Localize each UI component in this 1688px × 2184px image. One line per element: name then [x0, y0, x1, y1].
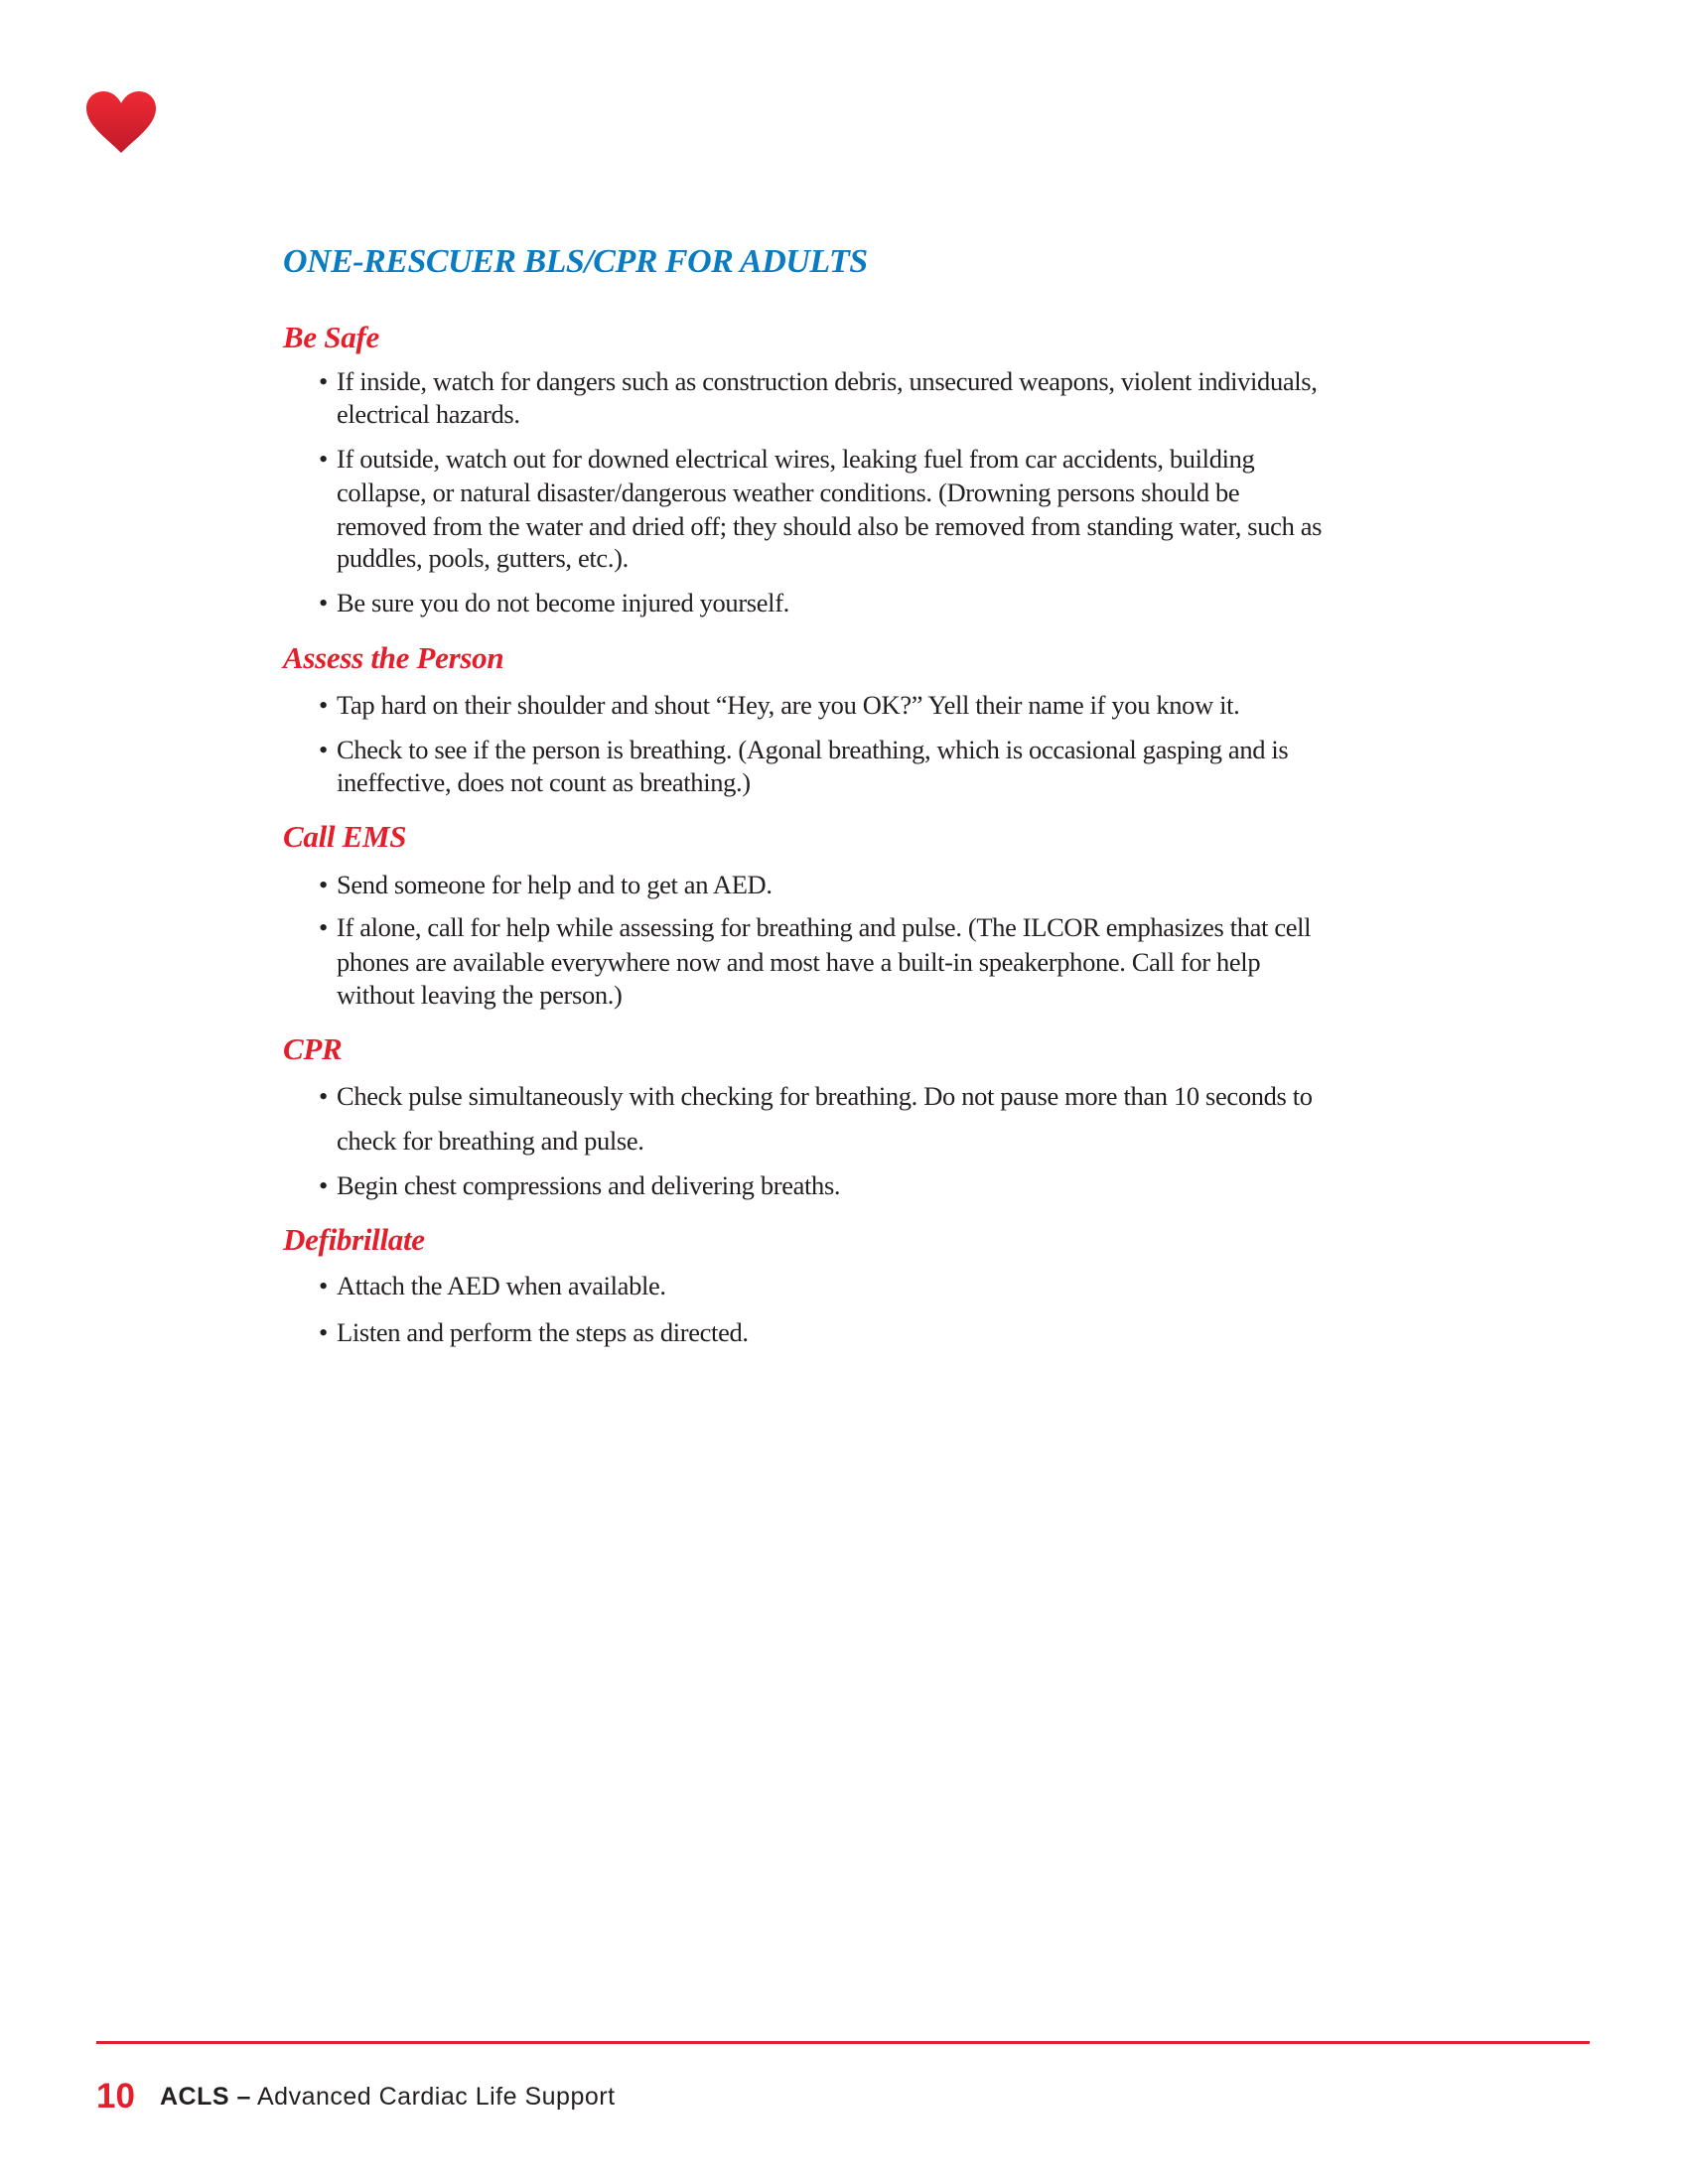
- section-heading: Call EMS: [283, 819, 407, 854]
- section-heading: Defibrillate: [283, 1222, 425, 1257]
- bullet-icon: •: [319, 870, 328, 899]
- heart-icon: [85, 91, 157, 153]
- bullet-item: [319, 364, 1318, 398]
- bullet-text: phones are available everywhere now and most have a built-in speakerphone. Call for help: [337, 947, 1261, 977]
- footer-divider: [96, 2041, 1590, 2044]
- bullet-item: [319, 688, 1240, 722]
- bullet-item: [319, 1315, 749, 1349]
- bullet-item: [319, 1079, 1313, 1113]
- bullet-icon: •: [319, 1317, 328, 1347]
- bullet-icon: •: [319, 366, 328, 396]
- bullet-text: check for breathing and pulse.: [337, 1126, 644, 1156]
- bullet-text: Check pulse simultaneously with checking for breathing. Do not pause more than 10 seconds to: [337, 1081, 1313, 1111]
- bullet-item-continuation: [337, 541, 629, 575]
- bullet-text: Attach the AED when available.: [337, 1271, 666, 1300]
- bullet-icon: •: [319, 735, 328, 764]
- section-heading: CPR: [283, 1031, 343, 1066]
- bullet-text: Be sure you do not become injured yourself.: [337, 588, 789, 617]
- bullet-icon: •: [319, 588, 328, 617]
- bullet-item: [319, 910, 1312, 944]
- bullet-icon: •: [319, 690, 328, 720]
- bullet-text: Send someone for help and to get an AED.: [337, 870, 773, 899]
- bullet-text: If inside, watch for dangers such as construction debris, unsecured weapons, violent individuals,: [337, 366, 1318, 396]
- bullet-text: Tap hard on their shoulder and shout “Hey, are you OK?” Yell their name if you know it.: [337, 690, 1240, 720]
- bullet-item-continuation: [337, 765, 751, 799]
- bullet-item-continuation: [337, 945, 1260, 979]
- page-number: 10: [96, 2077, 135, 2116]
- bullet-item-continuation: [337, 509, 1322, 543]
- bullet-item: [319, 733, 1289, 766]
- bullet-item-continuation: [337, 978, 623, 1012]
- section-heading: Be Safe: [283, 320, 379, 354]
- bullet-icon: •: [319, 1271, 328, 1300]
- bullet-text: removed from the water and dried off; they should also be removed from standing water, such as: [337, 511, 1323, 541]
- bullet-text: Check to see if the person is breathing. (Agonal breathing, which is occasional gasping and is: [337, 735, 1289, 764]
- bullet-text: Listen and perform the steps as directed.: [337, 1317, 749, 1347]
- bullet-item-continuation: [337, 476, 1239, 509]
- footer-subtitle: Advanced Cardiac Life Support: [256, 2083, 616, 2111]
- bullet-text: electrical hazards.: [337, 399, 520, 429]
- page-title: ONE-RESCUER BLS/CPR FOR ADULTS: [283, 243, 868, 280]
- bullet-icon: •: [319, 912, 328, 942]
- bullet-icon: •: [319, 1081, 328, 1111]
- bullet-text: collapse, or natural disaster/dangerous weather conditions. (Drowning persons should be: [337, 478, 1240, 507]
- bullet-item: [319, 1269, 666, 1302]
- bullet-text: ineffective, does not count as breathing.): [337, 767, 751, 797]
- bullet-item: [319, 868, 773, 901]
- section-heading: Assess the Person: [283, 640, 504, 675]
- bullet-item-continuation: [337, 397, 520, 431]
- footer-acronym: ACLS –: [160, 2083, 251, 2111]
- bullet-text: Begin chest compressions and delivering breaths.: [337, 1170, 841, 1200]
- bullet-text: without leaving the person.): [337, 980, 623, 1010]
- footer-text: [160, 2083, 616, 2112]
- bullet-item: [319, 586, 789, 619]
- bullet-item: [319, 442, 1255, 476]
- bullet-icon: •: [319, 444, 328, 474]
- bullet-text: puddles, pools, gutters, etc.).: [337, 543, 629, 573]
- bullet-text: If alone, call for help while assessing for breathing and pulse. (The ILCOR emphasizes that cell: [337, 912, 1312, 942]
- bullet-text: If outside, watch out for downed electrical wires, leaking fuel from car accidents, building: [337, 444, 1255, 474]
- bullet-item-continuation: [337, 1124, 644, 1158]
- bullet-item: [319, 1168, 841, 1202]
- bullet-icon: •: [319, 1170, 328, 1200]
